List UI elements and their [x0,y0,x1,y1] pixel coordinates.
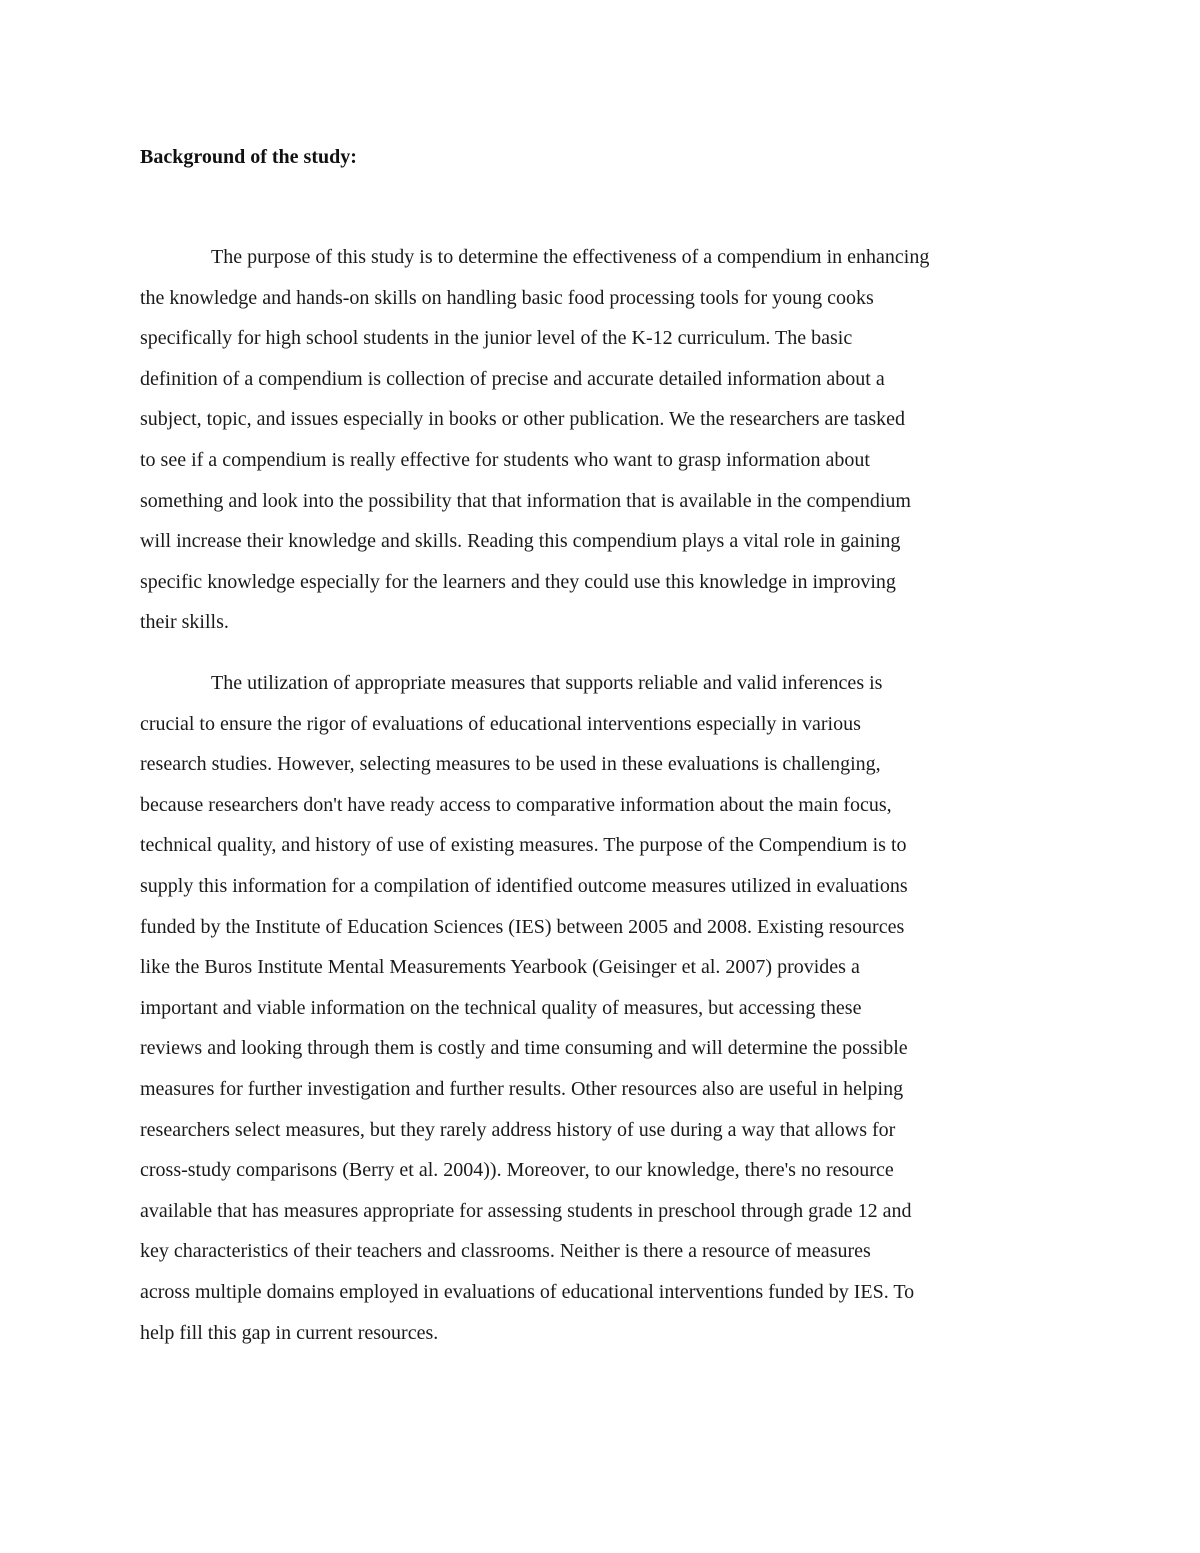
paragraph-line: reviews and looking through them is costly and time consuming and will determine the possible [140,1037,908,1060]
paragraph-line: subject, topic, and issues especially in books or other publication. We the researchers are tasked [140,408,905,431]
paragraph-line: The purpose of this study is to determine the effectiveness of a compendium in enhancing [211,246,930,268]
paragraph-line: across multiple domains employed in evaluations of educational interventions funded by IES. To [140,1281,915,1303]
paragraph-line: will increase their knowledge and skills. Reading this compendium plays a vital role in gaining [140,530,901,553]
paragraph-line: like the Buros Institute Mental Measurements Yearbook (Geisinger et al. 2007) provides a [140,956,860,979]
paragraph-line: research studies. However, selecting measures to be used in these evaluations is challenging, [140,753,881,776]
paragraph-line: cross-study comparisons (Berry et al. 2004)). Moreover, to our knowledge, there's no resource [140,1159,894,1182]
paragraph-line: key characteristics of their teachers and classrooms. Neither is there a resource of measures [140,1240,871,1263]
paragraph-line: crucial to ensure the rigor of evaluations of educational interventions especially in various [140,712,861,735]
paragraph-line: because researchers don't have ready access to comparative information about the main focus, [140,793,892,816]
paragraph-line: specifically for high school students in the junior level of the K-12 curriculum. The basic [140,327,853,350]
paragraph-line: definition of a compendium is collection of precise and accurate detailed information about a [140,367,885,390]
paragraph-line: The utilization of appropriate measures that supports reliable and valid inferences is [211,672,883,694]
paragraph-line: help fill this gap in current resources. [140,1321,439,1344]
paragraph-line: available that has measures appropriate for assessing students in preschool through grade 12 and [140,1199,912,1222]
paragraph-line: technical quality, and history of use of existing measures. The purpose of the Compendium is to [140,834,907,857]
paragraph-line: researchers select measures, but they rarely address history of use during a way that allows for [140,1118,896,1141]
paragraph-line: supply this information for a compilation of identified outcome measures utilized in evaluations [140,875,908,897]
paragraph-line: measures for further investigation and further results. Other resources also are useful in helping [140,1078,904,1100]
paragraph-line: the knowledge and hands-on skills on handling basic food processing tools for young cooks [140,286,874,309]
paragraph-line: specific knowledge especially for the learners and they could use this knowledge in improving [140,570,896,593]
paragraph-line: important and viable information on the technical quality of measures, but accessing these [140,996,862,1019]
section-heading: Background of the study: [140,146,357,168]
paragraph-line: to see if a compendium is really effective for students who want to grasp information about [140,449,870,471]
paragraph-line: funded by the Institute of Education Sciences (IES) between 2005 and 2008. Existing resources [140,915,905,938]
paragraph-line: their skills. [140,611,229,634]
paragraph-line: something and look into the possibility that that information that is available in the compendium [140,489,911,512]
